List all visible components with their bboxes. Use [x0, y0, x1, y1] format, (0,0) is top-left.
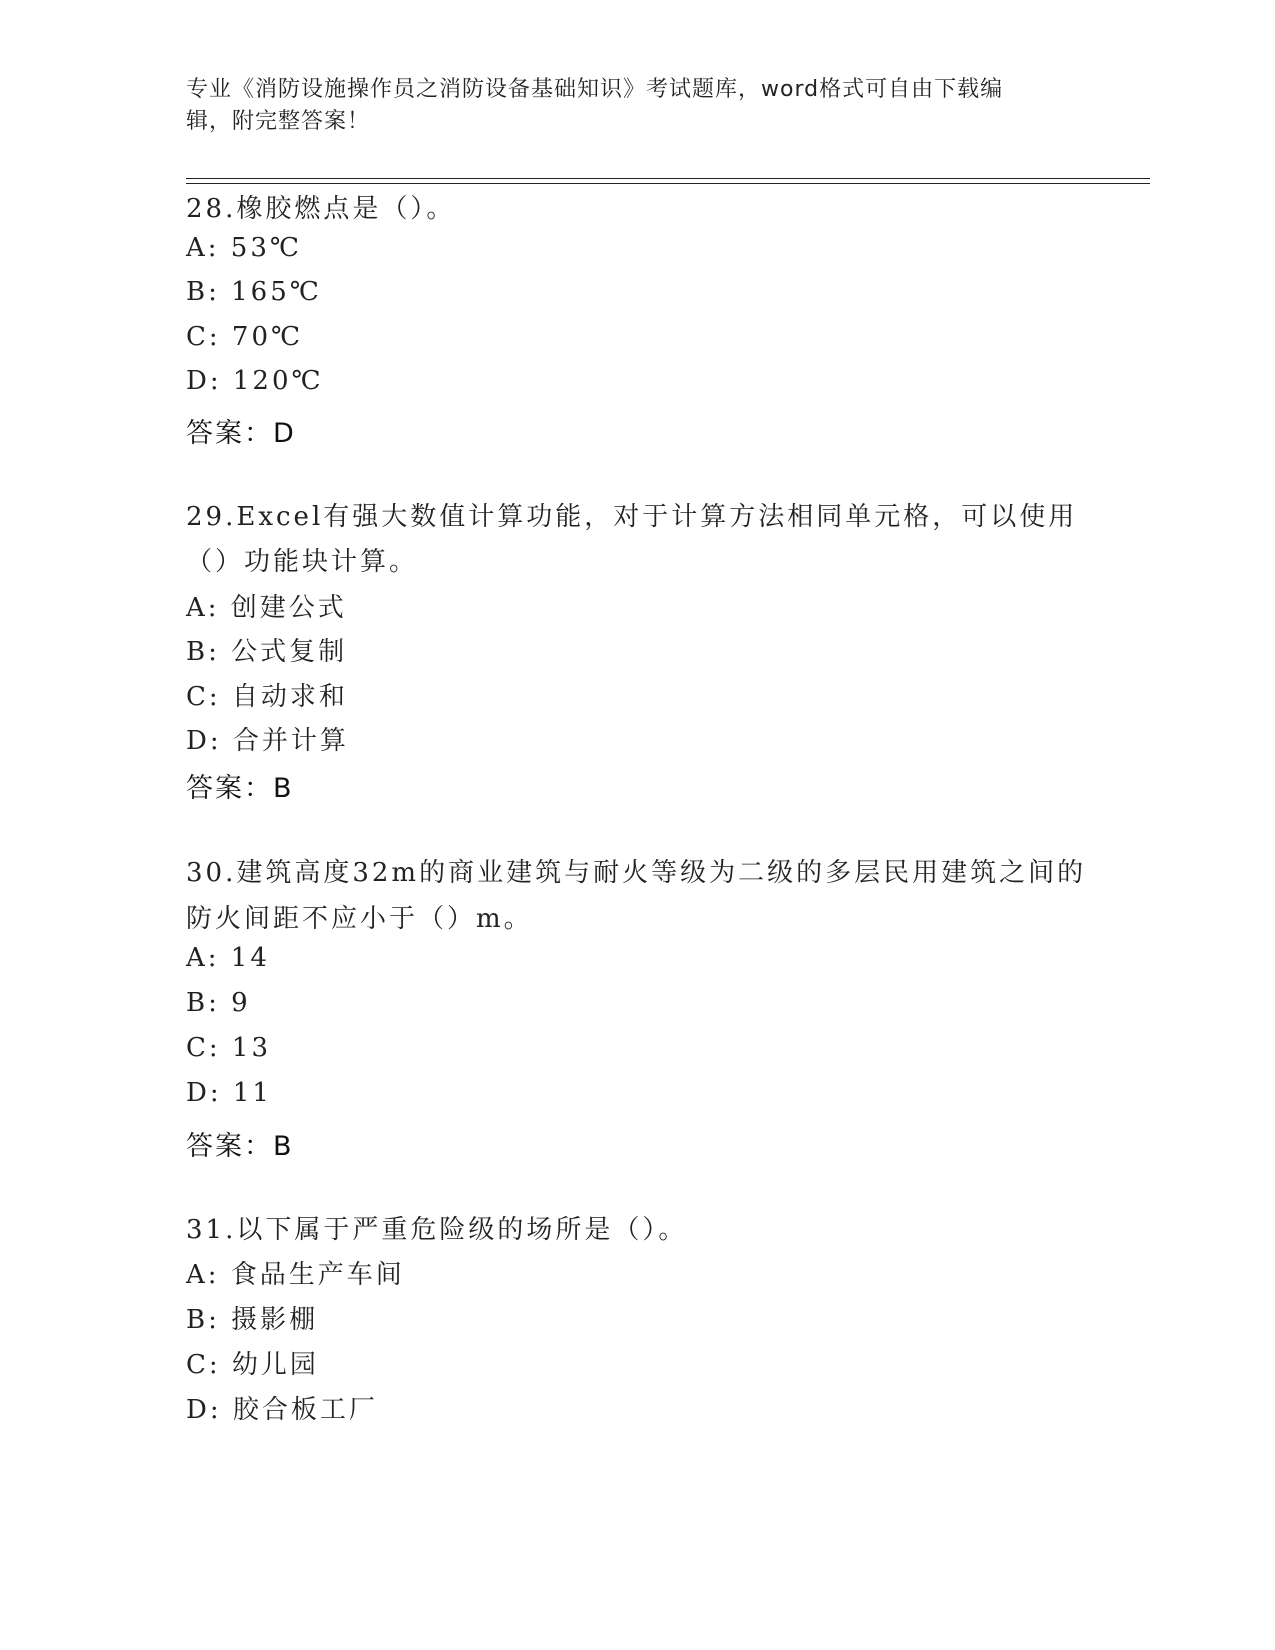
question-29-option-c: C: 自动求和	[186, 682, 348, 712]
document-header	[186, 74, 1086, 138]
question-29-stem-line-2: （）功能块计算。	[186, 547, 419, 577]
question-30-option-a: A: 14	[186, 943, 270, 973]
question-29-option-d: D: 合并计算	[186, 726, 349, 756]
header-divider-bottom	[186, 183, 1150, 184]
question-31-option-c: C: 幼儿园	[186, 1350, 319, 1380]
question-28-option-d: D: 120℃	[186, 366, 324, 396]
question-31-stem-line-1: 31.以下属于严重危险级的场所是（）。	[186, 1215, 688, 1245]
question-30-option-c: C: 13	[186, 1033, 272, 1063]
header-line-2: 辑，附完整答案！	[186, 109, 371, 134]
question-29-option-b: B: 公式复制	[186, 637, 348, 667]
question-29-answer: 答案：B	[186, 773, 294, 804]
question-30-option-b: B: 9	[186, 988, 251, 1018]
question-31-option-d: D: 胶合板工厂	[186, 1395, 378, 1425]
question-28-stem-line-1: 28.橡胶燃点是（）。	[186, 194, 456, 224]
question-31-option-a: A: 食品生产车间	[186, 1260, 405, 1290]
question-28-answer: 答案：D	[186, 418, 296, 449]
question-29-stem-line-1: 29.Excel有强大数值计算功能，对于计算方法相同单元格，可以使用	[186, 502, 1078, 532]
header-divider-top	[186, 178, 1150, 179]
question-28-option-b: B: 165℃	[186, 277, 322, 307]
question-31-option-b: B: 摄影棚	[186, 1305, 319, 1335]
header-line-1: 专业《消防设施操作员之消防设备基础知识》考试题库，word格式可自由下载编	[186, 77, 1004, 102]
question-30-stem-line-2: 防火间距不应小于（）m。	[186, 904, 533, 934]
question-28-option-a: A: 53℃	[186, 233, 302, 263]
question-29-option-a: A: 创建公式	[186, 593, 347, 623]
question-30-option-d: D: 11	[186, 1078, 272, 1108]
question-28-option-c: C: 70℃	[186, 322, 304, 352]
question-30-stem-line-1: 30.建筑高度32m的商业建筑与耐火等级为二级的多层民用建筑之间的	[186, 858, 1087, 888]
question-30-answer: 答案：B	[186, 1131, 294, 1162]
